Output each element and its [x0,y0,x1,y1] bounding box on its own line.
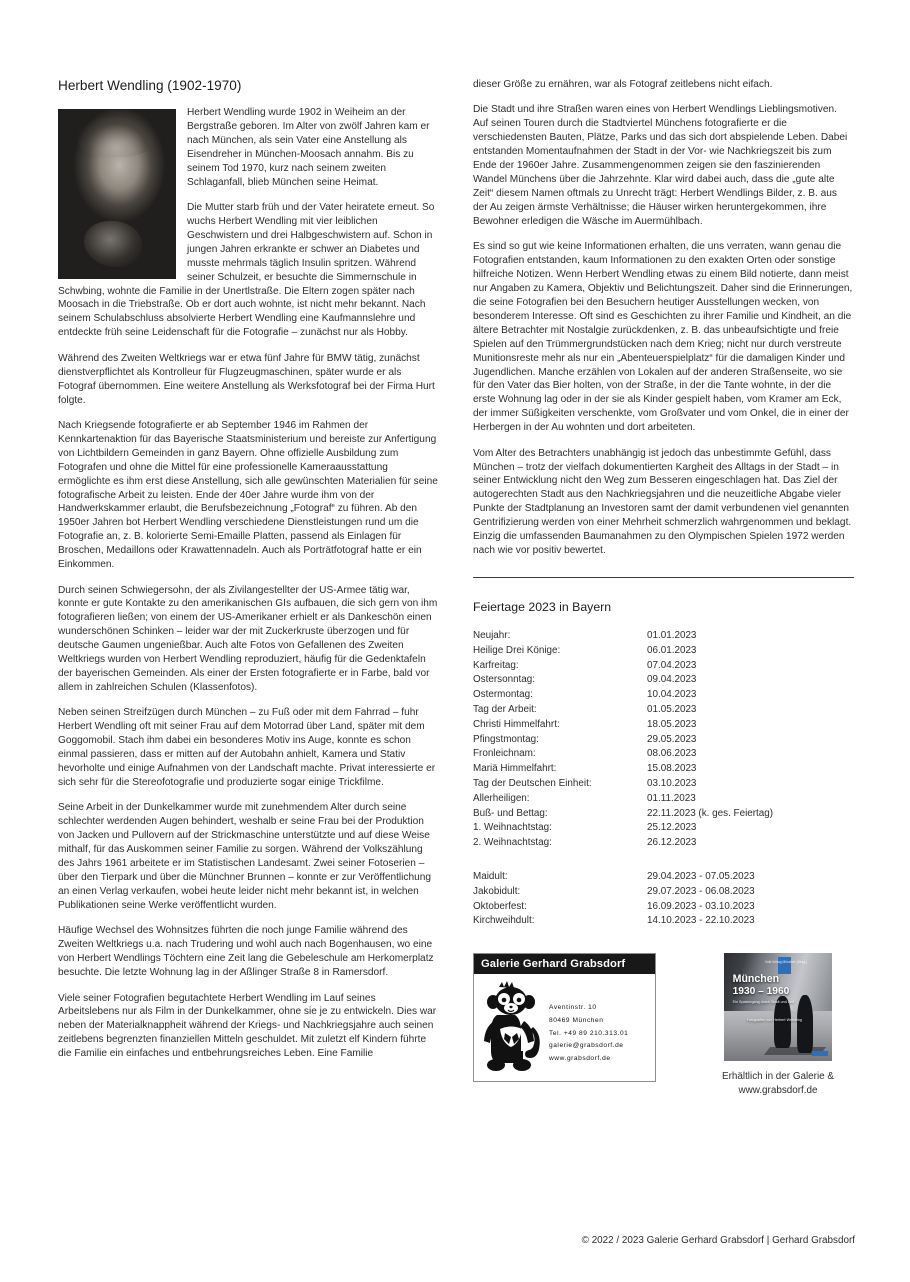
body-paragraph: Es sind so gut wie keine Informationen erhalten, die uns verraten, wann genau die Fotografien entstanden, kaum Informationen zu den exakten Orten oder sonstige hilfreiche Notizen. Wenn Herbert Wendling etwas zu einem Bild notierte, dann meist nur Angaben zu Kamera, Objektiv und Belichtungszeit. Daher sind die Erinnerungen, die seine Fotografien bei den Besuchern heutiger Ausstellungen wecken, von besonderem Interesse. Oft sind es Geschichten zu ihrer Familie und Kindheit, an die ältere Betrachter mit Nostalgie zurückdenken, z. B. das unbeaufsichtigte und freie Spielen auf den Trümmergrundstücken nach dem Krieg; nicht nur durch verstreute Munitionsreste mehr als nur ein „Abenteuerspielplatz“ für die damaligen Kinder und Jugendlichen. Manche erzählen von Lokalen auf der anderen Straßenseite, wo sie für den Vater das Bier holten, von der Straße, in der die Tante wohnte, in der die erste Wohnung lag oder in der sie als Kinder gespielt haben, vom Kramer am Eck, der immer Süßigkeiten verschenkte, vom Großvater und vom Onkel, die in einer der Herbergen in der Au wohnten und dort arbeiteten. [473,241,853,434]
date-value: 26.12.2023 [647,837,697,849]
date-label: Buß- und Bettag: [473,807,548,819]
date-value: 01.01.2023 [647,630,697,641]
date-label: Neujahr: [473,630,511,641]
events-table [473,870,854,929]
book-cover-image [724,953,832,1061]
holidays-section-title: Feiertage 2023 in Bayern [473,600,612,614]
left-column [58,78,439,1061]
table-row [473,644,854,659]
address-line: Aventinstr. 10 [549,1004,597,1012]
date-value: 29.07.2023 - 06.08.2023 [647,885,755,897]
table-row [473,885,854,900]
gallery-address [549,981,628,1073]
book-cover-text [733,973,802,1024]
body-paragraph: Häufige Wechsel des Wohnsitzes führten die noch junge Familie während des Zweiten Weltkriegs u.a. nach Trudering und wohl auch nach Bogenhausen, wo eine von Herbert Wendlings Töchtern eine Zeit lang die Gebeleschule am Herkomerplatz besuchte. Die letzte Wohnung lag in der Aßlinger Straße 8 in Ramersdorf. [58,925,434,979]
table-row [473,673,854,688]
date-value: 09.04.2023 [647,674,697,686]
book-cover-accent-bottom [812,1051,828,1056]
gallery-card-body [474,974,655,1081]
date-label: 2. Weihnachtstag: [473,837,552,849]
table-row [473,747,854,762]
date-value: 15.08.2023 [647,763,697,775]
table-row [473,914,854,929]
book-cover-subtitle: Ein Spaziergang durch Stadt und Zeit [732,1000,794,1005]
table-row [473,777,854,792]
table-row [473,718,854,733]
date-label: Karfreitag: [473,659,519,671]
book-cover-publisher: Volk Verlag München (Hrsg.) [765,959,807,964]
date-value: 22.11.2023 (k. ges. Feiertag) [647,807,774,819]
monkey-logo-icon [481,981,543,1073]
events-table-body [473,870,854,929]
table-row [473,659,854,674]
page-title: Herbert Wendling (1902-1970) [58,78,242,93]
date-label: Oktoberfest: [473,900,527,912]
date-value: 03.10.2023 [647,777,697,789]
table-row [473,870,854,885]
copyright-footer: © 2022 / 2023 Galerie Gerhard Grabsdorf | Gerhard Grabsdorf [581,1235,855,1246]
book-cover-years: 1930 – 1960 [732,985,790,997]
date-label: Kirchweihdult: [473,915,535,927]
date-value: 06.01.2023 [647,644,697,656]
date-value: 29.05.2023 [647,733,697,745]
body-paragraph: Während des Zweiten Weltkriegs war er etwa fünf Jahre für BMW tätig, zunächst dienstverpflichtet als Kontrolleur für Flugzeugmaschinen, später wurde er als Fotograf übernommen. Eine weitere Anstellung als Werksfotograf bei der Firma Hurt folgte. [58,352,435,406]
body-paragraph: Vom Alter des Betrachters unabhängig ist jedoch das unbestimmte Gefühl, dass München – trotz der vielfach dokumentierten Kargheit des Alltags in der Stadt – in seiner Entwicklung nicht den Weg zum Besseren eingeschlagen hat. Das Ziel der autogerechten Stadt aus den Nachkriegsjahren und die neuzeitliche Abgabe vieler Punkte der Stadtplanung an Investoren samt der damit verbundenen viel genannten Gentrifizierung werden von einer Mehrheit schmerzlich wahrgenommen und beklagt. Einzig die umfassenden Baumanahmen zu den Olympischen Spielen 1972 werden nach wie vor positiv bewertet. [473,447,852,557]
gallery-card[interactable] [473,953,656,1082]
date-label: Ostermontag: [473,689,533,701]
table-row [473,807,854,822]
section-divider [473,577,854,578]
body-paragraph: Viele seiner Fotografien begutachtete Herbert Wendling im Lauf seines Arbeitslebens nur als Film in der Dunkelkammer, ohne sie je zu entwickeln. Dies war neben der Materialknappheit während der Kriegs- und Nachkriegsjahre auch seinen zeitlebens begrenzten finanziellen Mitteln geschuldet. Mit zuletzt elf Kindern führte die Familie ein einfaches und entbehrungsreiches Leben. Eine Familie [58,992,437,1060]
gallery-card-title: Galerie Gerhard Grabsdorf [474,954,655,974]
date-value: 16.09.2023 - 03.10.2023 [647,900,755,912]
holidays-table-body [473,629,854,851]
date-value: 01.05.2023 [647,703,697,715]
body-paragraph: Die Stadt und ihre Straßen waren eines von Herbert Wendlings Lieblingsmotiven. Auf seinen Touren durch die Stadtviertel Münchens fotografierte er die verschiedensten Bauten, Plätze, Parks und das sich dort abspielende Leben. Dabei entstanden Momentaufnahmen der Stadt in der Vor- wie Nachkriegszeit bis zum Ende der 1960er Jahre. Zusammengenommen zeigen sie den faszinierenden Wandel Münchens über die Jahrzehnte. Klar wird dabei auch, dass die „gute alte Zeit“ diesem Namen oftmals zu Unrecht trägt: Herbert Wendlings Bilder, z. B. aus der Au zeigen ärmste Verhältnisse; die Häuser wirken heruntergekommen, ihre Bewohner erledigen die Wäsche im Auermühlbach. [473,104,848,227]
body-paragraph: Durch seinen Schwiegersohn, der als Zivilangestellter der US-Armee tätig war, konnte er gute Kontakte zu den amerikanischen GIs aufbauen, die sich gern von ihm fotografieren ließen; von einem der US-Amerikaner erhielt er als Dankeschön einen wunderschönen Schinken – leider war der mit Zuckerkruste überzogen und für deutsche Gaumen ungenießbar. Auch alte Fotos von Gefallenen des Zweiten Weltkriegs wurden von Herbert Wendling reproduziert, häufig für die Gedenktafeln der bayerischen Gemeinden. Als einer der Ersten fotografierte er in Farbe, bald vor allem in zahlreichen Schulen (Klassenfotos). [58,584,438,694]
date-label: Allerheiligen: [473,792,530,804]
date-label: Maidult: [473,870,508,882]
address-line-email[interactable]: galerie@grabsdorf.de [549,1042,624,1050]
date-value: 08.06.2023 [647,748,697,760]
date-label: Heilige Drei Könige: [473,644,561,656]
book-caption-line2[interactable]: www.grabsdorf.de [738,1085,818,1097]
date-label: Christi Himmelfahrt: [473,718,560,730]
body-paragraph: Neben seinen Streifzügen durch München – zu Fuß oder mit dem Fahrrad – fuhr Herbert Wendling oft mit seiner Frau auf dem Motorrad über Land, später mit dem Goggomobil. Stach ihm dabei ein besonderes Motiv ins Auge, konnte es schon einmal passieren, dass er mitten auf der Autobahn anhielt, Kamera und Stativ hevorholte und einige Aufnahmen von der Landschaft machte. Privat interessierte er sich sehr für die Stereofotografie und produzierte sogar einige Trickfilme. [58,707,436,789]
date-label: Tag der Deutschen Einheit: [473,777,592,789]
date-value: 18.05.2023 [647,718,697,730]
body-paragraph: Seine Arbeit in der Dunkelkammer wurde mit zunehmendem Alter durch seine schlechter werdenden Augen behindert, weshalb er seine Frau bei der Produktion von Jacken und Pullovern auf der Strickmaschine unterstützte und auf diese Weise mithalf, für das Auskommen seiner Familie zu sorgen. Während der Volkszählung des Jahrs 1961 arbeitete er im Statistischen Landesamt. Zwei seiner Fotoserien – über den Tierpark und über die Münchner Brunnen – konnte er zur Veröffentlichung an einen Verlag verkaufen, wobei heute leider nicht mehr bekannt ist, in welchen Publikationen seine Werke veröffentlicht wurden. [58,802,431,911]
date-label: 1. Weihnachtstag: [473,822,552,834]
date-value: 25.12.2023 [647,822,697,834]
table-row [473,900,854,915]
address-line: Tel. +49 89 210.313.01 [549,1029,629,1037]
date-value: 29.04.2023 - 07.05.2023 [647,870,755,882]
date-value: 01.11.2023 [647,792,696,804]
table-row [473,821,854,836]
table-row [473,733,854,748]
portrait-photo [58,109,176,279]
table-row [473,836,854,851]
address-line: 80469 München [549,1017,604,1025]
address-line-website[interactable]: www.grabsdorf.de [549,1055,611,1063]
date-value: 14.10.2023 - 22.10.2023 [647,915,755,927]
date-label: Ostersonntag: [473,674,536,686]
table-row [473,792,854,807]
book-cover-credit: Fotografien von Herbert Wendling [746,1017,802,1022]
table-spacer [473,851,854,870]
table-row [473,703,854,718]
media-row [473,953,854,1099]
table-row [473,688,854,703]
body-paragraph: dieser Größe zu ernähren, war als Fotograf zeitlebens nicht eifach. [473,79,773,90]
body-paragraph: Nach Kriegsende fotografierte er ab September 1946 im Rahmen der Kennkartenaktion für das Bayerische Staatsministerium und bereiste zur Anfertigung von Lichtbildern Gemeinden in ganz Bayern. Ohne offizielle Ausbildung zum Fotografen und ohne die Mittel für eine professionelle Kameraausstattung ermöglichte es ihm erst diese Anstellung, sich alle gewünschten Materialien für seine fotografische Arbeit zu leisten. Ende der 40er Jahre wurde ihm von der Handwerkskammer erlaubt, die Berufsbezeichnung „Fotograf“ zu führen. Ab den 1950er Jahren bot Herbert Wendling verschiedene Dienstleistungen rund um die Fotografie an, z. B. kolorierte Semi-Emaille Platten, passend als Einlagen für Broschen, Medaillons oder Krawattennadeln. Auch als Porträtfotograf hatte er ein Einkommen. [58,419,438,571]
date-label: Jakobidult: [473,885,521,897]
book-promo [702,953,854,1099]
table-row [473,629,854,644]
right-column [473,78,854,1099]
table-row [473,762,854,777]
date-label: Fronleichnam: [473,748,536,760]
body-paragraph: Herbert Wendling wurde 1902 in Weiheim an der Bergstraße geboren. Im Alter von zwölf Jahren kam er nach München, als sein Vater eine Anstellung als Eisendreher in München-Moosach annahm. Bis zu seinem Tod 1970, kurz nach seinem zweiten Schlaganfall, blieb München seine Heimat. [187,106,430,188]
date-label: Pfingstmontag: [473,733,539,745]
book-caption [702,1070,854,1099]
book-cover-title: München [732,972,780,985]
body-paragraph: Die Mutter starb früh und der Vater heiratete erneut. So wuchs Herbert Wendling mit vier leiblichen Geschwistern und drei Halbgeschwistern auf. Schon in jungen Jahren erkrankte er schwer an Diabetes und musste mehrmals täglich Insulin spritzen. Während seiner Schulzeit, er besuchte die Simmernschule in Schwbing, wohnte die Familie in der Unertlstraße. Die Eltern zogen später nach Moosach in die Triebstraße. Ob er dort auch wohnte, ist nicht mehr bekannt. Nach seinem Schulabschluss absolvierte Herbert Wendling eine Kaufmannslehre und entdeckte früh seine Leidenschaft für die Fotografie – zunächst nur als Hobby. [58,202,435,339]
two-column-layout [58,78,855,1099]
date-value: 07.04.2023 [647,659,697,671]
holidays-table [473,629,854,851]
date-label: Tag der Arbeit: [473,703,537,715]
date-value: 10.04.2023 [647,689,697,701]
book-caption-line1: Erhältlich in der Galerie & [722,1071,834,1083]
date-label: Mariä Himmelfahrt: [473,763,557,775]
